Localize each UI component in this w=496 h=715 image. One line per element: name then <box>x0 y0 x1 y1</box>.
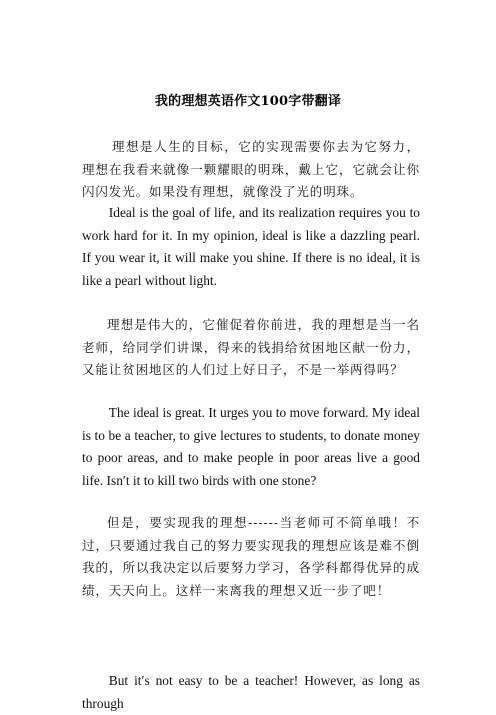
paragraph-chinese-3: 但是，要实现我的理想------当老师可不简单哦！不过，只要通过我自己的努力要实现我的理想应该是难不倒我的，所以我决定以后要努力学习，各学科都得优异的成绩，天天向上。这样一来离我的理想又近一步了吧！ <box>82 515 420 598</box>
document-title: 我的理想英语作文100字带翻译 <box>154 94 342 109</box>
paragraph-english-1: Ideal is the goal of life, and its realization requires you to work hard for it. In my opinion, ideal is like a dazzling pearl. If you wear it, it will make you shine. If there is no ideal, it is like a pearl without light. <box>82 205 420 288</box>
paragraph-chinese-1: 理想是人生的目标，它的实现需要你去为它努力，理想在我看来就像一颗耀眼的明珠，戴上它，它就会让你闪闪发光。如果没有理想，就像没了光的明珠。 <box>82 139 420 199</box>
paragraph-chinese-2: 理想是伟大的，它催促着你前进，我的理想是当一名老师，给同学们讲课，得来的钱捐给贫困地区献一份力，又能让贫困地区的人们过上好日子，不是一举两得吗？ <box>82 317 420 377</box>
paragraph-english-3: But it′s not easy to be a teacher! However, as long as through <box>82 673 420 711</box>
paragraph-english-2: The ideal is great. It urges you to move forward. My ideal is to be a teacher, to give lectures to students, to donate money to poor areas, and to make people in poor areas live a good life. Isn′t it to kill two birds with one stone? <box>82 405 420 488</box>
